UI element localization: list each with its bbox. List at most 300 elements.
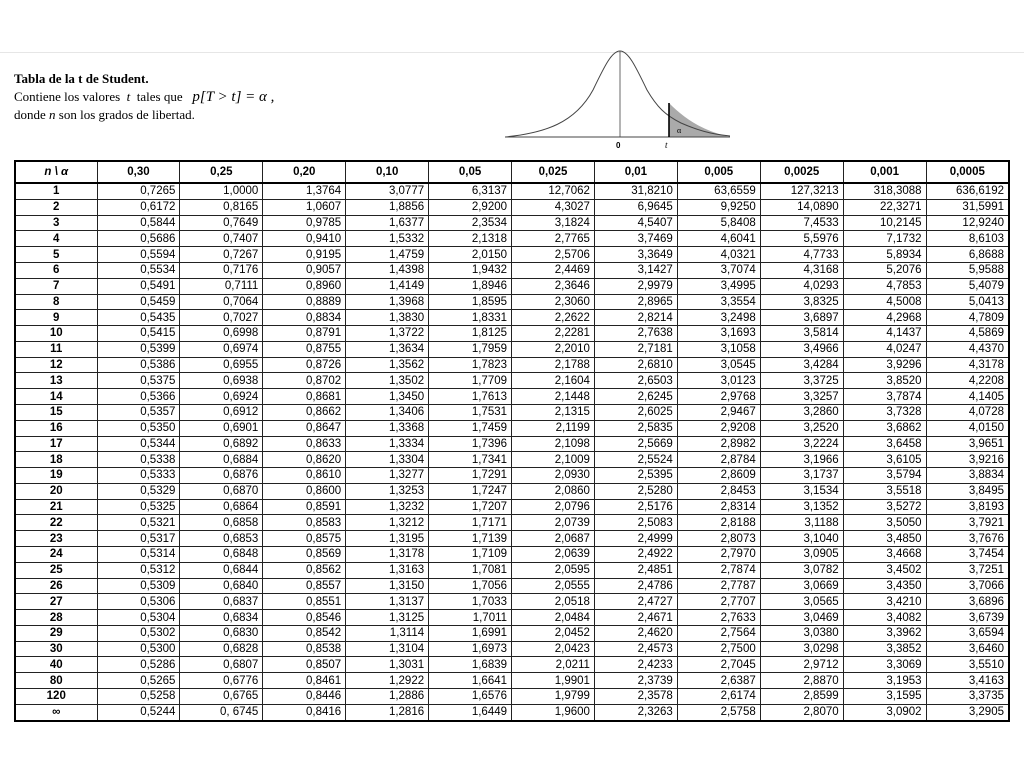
table-row — [15, 310, 1009, 326]
critical-value: 6,3137 — [429, 183, 512, 199]
critical-value: 0,5317 — [97, 531, 180, 547]
critical-value: 0,8633 — [263, 436, 346, 452]
critical-value: 1,6576 — [429, 689, 512, 705]
critical-value: 0,6892 — [180, 436, 263, 452]
critical-value: 4,0293 — [760, 278, 843, 294]
critical-value: 1,7207 — [429, 499, 512, 515]
critical-value: 2,1098 — [512, 436, 595, 452]
intro-line1-prefix: Contiene los valores — [14, 89, 121, 104]
critical-value: 3,8520 — [843, 373, 926, 389]
critical-value: 0,6864 — [180, 499, 263, 515]
critical-value: 0,5325 — [97, 499, 180, 515]
critical-value: 1,0000 — [180, 183, 263, 199]
critical-value: 0,8562 — [263, 562, 346, 578]
critical-value: 1,7531 — [429, 404, 512, 420]
critical-value: 2,6810 — [594, 357, 677, 373]
critical-value: 3,7921 — [926, 515, 1009, 531]
critical-value: 3,6862 — [843, 420, 926, 436]
critical-value: 3,2224 — [760, 436, 843, 452]
critical-value: 0,8416 — [263, 704, 346, 721]
critical-value: 4,0247 — [843, 341, 926, 357]
critical-value: 3,9216 — [926, 452, 1009, 468]
critical-value: 0,5415 — [97, 326, 180, 342]
degrees-of-freedom: 22 — [15, 515, 97, 531]
critical-value: 0,7649 — [180, 215, 263, 231]
critical-value: 0,6765 — [180, 689, 263, 705]
critical-value: 2,7787 — [677, 578, 760, 594]
critical-value: 2,9768 — [677, 389, 760, 405]
corner-header: n \ α — [15, 161, 97, 183]
critical-value: 3,0777 — [346, 183, 429, 199]
critical-value: 2,1788 — [512, 357, 595, 373]
critical-value: 3,6105 — [843, 452, 926, 468]
critical-value: 3,6897 — [760, 310, 843, 326]
critical-value: 0,8551 — [263, 594, 346, 610]
critical-value: 1,9432 — [429, 262, 512, 278]
degrees-of-freedom: 16 — [15, 420, 97, 436]
table-row — [15, 262, 1009, 278]
critical-value: 2,0452 — [512, 625, 595, 641]
intro-line-1 — [14, 88, 274, 106]
critical-value: 0,8461 — [263, 673, 346, 689]
critical-value: 0,8575 — [263, 531, 346, 547]
critical-value: 0,6858 — [180, 515, 263, 531]
critical-value: 0,5350 — [97, 420, 180, 436]
critical-value: 1,3178 — [346, 547, 429, 563]
critical-value: 3,3554 — [677, 294, 760, 310]
intro-text — [14, 70, 274, 124]
critical-value: 0,6955 — [180, 357, 263, 373]
critical-value: 1,6641 — [429, 673, 512, 689]
critical-value: 5,8934 — [843, 247, 926, 263]
critical-value: 2,0150 — [429, 247, 512, 263]
critical-value: 0,5459 — [97, 294, 180, 310]
critical-value: 0,6884 — [180, 452, 263, 468]
critical-value: 1,3150 — [346, 578, 429, 594]
critical-value: 1,7959 — [429, 341, 512, 357]
critical-value: 3,0545 — [677, 357, 760, 373]
critical-value: 0,6938 — [180, 373, 263, 389]
critical-value: 1,7823 — [429, 357, 512, 373]
critical-value: 2,1009 — [512, 452, 595, 468]
critical-value: 3,0902 — [843, 704, 926, 721]
table-row — [15, 326, 1009, 342]
critical-value: 2,0555 — [512, 578, 595, 594]
critical-value: 1,7139 — [429, 531, 512, 547]
degrees-of-freedom: 13 — [15, 373, 97, 389]
critical-value: 3,7874 — [843, 389, 926, 405]
table-row — [15, 562, 1009, 578]
critical-value: 1,3232 — [346, 499, 429, 515]
critical-value: 2,8188 — [677, 515, 760, 531]
critical-value: 2,7633 — [677, 610, 760, 626]
table-row — [15, 483, 1009, 499]
critical-value: 2,7500 — [677, 641, 760, 657]
critical-value: 1,3163 — [346, 562, 429, 578]
critical-value: 0,8620 — [263, 452, 346, 468]
critical-value: 0,5357 — [97, 404, 180, 420]
density-curve — [505, 51, 730, 137]
table-row — [15, 452, 1009, 468]
degrees-of-freedom: 3 — [15, 215, 97, 231]
critical-value: 0,7267 — [180, 247, 263, 263]
critical-value: 1,7247 — [429, 483, 512, 499]
critical-value: 0,5399 — [97, 341, 180, 357]
degrees-of-freedom: 27 — [15, 594, 97, 610]
degrees-of-freedom: 80 — [15, 673, 97, 689]
critical-value: 3,1427 — [594, 262, 677, 278]
critical-value: 0,6870 — [180, 483, 263, 499]
table-row — [15, 657, 1009, 673]
critical-value: 3,7066 — [926, 578, 1009, 594]
critical-value: 1,3368 — [346, 420, 429, 436]
critical-value: 1,3764 — [263, 183, 346, 199]
critical-value: 1,7291 — [429, 468, 512, 484]
critical-value: 1,3722 — [346, 326, 429, 342]
degrees-of-freedom: 30 — [15, 641, 97, 657]
critical-value: 3,1188 — [760, 515, 843, 531]
critical-value: 3,1595 — [843, 689, 926, 705]
critical-value: 0,5321 — [97, 515, 180, 531]
critical-value: 3,1693 — [677, 326, 760, 342]
critical-value: 0,9785 — [263, 215, 346, 231]
critical-value: 0,7064 — [180, 294, 263, 310]
degrees-of-freedom: 120 — [15, 689, 97, 705]
alpha-header: 0,30 — [97, 161, 180, 183]
critical-value: 2,7970 — [677, 547, 760, 563]
table-row — [15, 499, 1009, 515]
critical-value: 2,8070 — [760, 704, 843, 721]
critical-value: 1,7709 — [429, 373, 512, 389]
critical-value: 3,5814 — [760, 326, 843, 342]
table-row — [15, 404, 1009, 420]
critical-value: 2,0484 — [512, 610, 595, 626]
critical-value: 0,8662 — [263, 404, 346, 420]
critical-value: 0,8600 — [263, 483, 346, 499]
table-row — [15, 199, 1009, 215]
critical-value: 2,4671 — [594, 610, 677, 626]
degrees-of-freedom: 25 — [15, 562, 97, 578]
critical-value: 3,4163 — [926, 673, 1009, 689]
critical-value: 3,8325 — [760, 294, 843, 310]
critical-value: 2,7564 — [677, 625, 760, 641]
critical-value: 0,6924 — [180, 389, 263, 405]
critical-value: 0,8542 — [263, 625, 346, 641]
critical-value: 3,4284 — [760, 357, 843, 373]
critical-value: 0,7111 — [180, 278, 263, 294]
critical-value: 2,4786 — [594, 578, 677, 594]
degrees-of-freedom: 4 — [15, 231, 97, 247]
critical-value: 3,2905 — [926, 704, 1009, 721]
degrees-of-freedom: 2 — [15, 199, 97, 215]
critical-value: 4,1437 — [843, 326, 926, 342]
critical-value: 2,5835 — [594, 420, 677, 436]
critical-value: 14,0890 — [760, 199, 843, 215]
degrees-of-freedom: ∞ — [15, 704, 97, 721]
critical-value: 0,5844 — [97, 215, 180, 231]
critical-value: 2,5758 — [677, 704, 760, 721]
degrees-of-freedom: 7 — [15, 278, 97, 294]
critical-value: 1,7341 — [429, 452, 512, 468]
table-row — [15, 247, 1009, 263]
intro-line1-mid: tales que — [136, 89, 183, 104]
critical-value: 2,7045 — [677, 657, 760, 673]
critical-value: 1,6991 — [429, 625, 512, 641]
critical-value: 1,3125 — [346, 610, 429, 626]
critical-value: 0,7407 — [180, 231, 263, 247]
critical-value: 0,5375 — [97, 373, 180, 389]
critical-value: 0,8583 — [263, 515, 346, 531]
critical-value: 7,1732 — [843, 231, 926, 247]
critical-value: 2,1604 — [512, 373, 595, 389]
critical-value: 1,3277 — [346, 468, 429, 484]
critical-value: 2,3263 — [594, 704, 677, 721]
degrees-of-freedom: 11 — [15, 341, 97, 357]
critical-value: 3,6739 — [926, 610, 1009, 626]
critical-value: 3,0782 — [760, 562, 843, 578]
critical-value: 4,2968 — [843, 310, 926, 326]
alpha-header: 0,025 — [512, 161, 595, 183]
alpha-header: 0,001 — [843, 161, 926, 183]
critical-value: 3,2498 — [677, 310, 760, 326]
critical-value: 3,6594 — [926, 625, 1009, 641]
critical-value: 0,6828 — [180, 641, 263, 657]
critical-value: 2,4469 — [512, 262, 595, 278]
critical-value: 2,4922 — [594, 547, 677, 563]
degrees-of-freedom: 26 — [15, 578, 97, 594]
critical-value: 31,5991 — [926, 199, 1009, 215]
critical-value: 1,6377 — [346, 215, 429, 231]
degrees-of-freedom: 6 — [15, 262, 97, 278]
critical-value: 4,3168 — [760, 262, 843, 278]
critical-value: 2,0796 — [512, 499, 595, 515]
critical-value: 3,3257 — [760, 389, 843, 405]
critical-value: 3,1534 — [760, 483, 843, 499]
critical-value: 1,3406 — [346, 404, 429, 420]
critical-value: 0,5314 — [97, 547, 180, 563]
critical-value: 0,5594 — [97, 247, 180, 263]
critical-value: 0,6853 — [180, 531, 263, 547]
header-row — [15, 161, 1009, 183]
critical-value: 3,4966 — [760, 341, 843, 357]
critical-value: 12,7062 — [512, 183, 595, 199]
critical-value: 1,7056 — [429, 578, 512, 594]
critical-value: 1,7011 — [429, 610, 512, 626]
critical-value: 4,4370 — [926, 341, 1009, 357]
critical-value: 1,7081 — [429, 562, 512, 578]
critical-value: 3,1040 — [760, 531, 843, 547]
degrees-of-freedom: 5 — [15, 247, 97, 263]
table-row — [15, 594, 1009, 610]
critical-value: 3,7328 — [843, 404, 926, 420]
critical-value: 2,7181 — [594, 341, 677, 357]
critical-value: 1,4149 — [346, 278, 429, 294]
critical-value: 31,8210 — [594, 183, 677, 199]
critical-value: 1,2922 — [346, 673, 429, 689]
critical-value: 1,3450 — [346, 389, 429, 405]
critical-value: 0,5286 — [97, 657, 180, 673]
critical-value: 0,5338 — [97, 452, 180, 468]
critical-value: 2,2010 — [512, 341, 595, 357]
critical-value: 1,2816 — [346, 704, 429, 721]
critical-value: 4,0150 — [926, 420, 1009, 436]
critical-value: 22,3271 — [843, 199, 926, 215]
table-row — [15, 215, 1009, 231]
alpha-label: α — [677, 126, 682, 135]
critical-value: 3,5794 — [843, 468, 926, 484]
table-row — [15, 278, 1009, 294]
critical-value: 2,0930 — [512, 468, 595, 484]
critical-value: 2,5083 — [594, 515, 677, 531]
alpha-header: 0,0005 — [926, 161, 1009, 183]
critical-value: 3,0298 — [760, 641, 843, 657]
critical-value: 318,3088 — [843, 183, 926, 199]
critical-value: 2,7638 — [594, 326, 677, 342]
critical-value: 2,4620 — [594, 625, 677, 641]
critical-value: 1,5332 — [346, 231, 429, 247]
critical-value: 3,7469 — [594, 231, 677, 247]
critical-value: 0,8165 — [180, 199, 263, 215]
critical-value: 127,3213 — [760, 183, 843, 199]
critical-value: 3,2520 — [760, 420, 843, 436]
critical-value: 4,0728 — [926, 404, 1009, 420]
critical-value: 0,9057 — [263, 262, 346, 278]
critical-value: 1,7033 — [429, 594, 512, 610]
critical-value: 0,5534 — [97, 262, 180, 278]
critical-value: 2,8784 — [677, 452, 760, 468]
critical-value: 2,9979 — [594, 278, 677, 294]
critical-value: 0,5258 — [97, 689, 180, 705]
critical-value: 1,8595 — [429, 294, 512, 310]
critical-value: 4,7733 — [760, 247, 843, 263]
t-label: t — [665, 140, 668, 150]
critical-value: 2,8073 — [677, 531, 760, 547]
critical-value: 0,5329 — [97, 483, 180, 499]
critical-value: 1,4398 — [346, 262, 429, 278]
critical-value: 10,2145 — [843, 215, 926, 231]
critical-value: 0,8546 — [263, 610, 346, 626]
critical-value: 1,3502 — [346, 373, 429, 389]
critical-value: 2,8965 — [594, 294, 677, 310]
degrees-of-freedom: 17 — [15, 436, 97, 452]
critical-value: 4,7809 — [926, 310, 1009, 326]
critical-value: 3,4668 — [843, 547, 926, 563]
table-row — [15, 673, 1009, 689]
critical-value: 3,0123 — [677, 373, 760, 389]
critical-value: 3,9651 — [926, 436, 1009, 452]
critical-value: 3,8495 — [926, 483, 1009, 499]
critical-value: 3,4210 — [843, 594, 926, 610]
critical-value: 0,8538 — [263, 641, 346, 657]
critical-value: 2,5524 — [594, 452, 677, 468]
critical-value: 3,3962 — [843, 625, 926, 641]
critical-value: 2,4233 — [594, 657, 677, 673]
table-row — [15, 389, 1009, 405]
critical-value: 0,5435 — [97, 310, 180, 326]
critical-value: 2,0687 — [512, 531, 595, 547]
table-row — [15, 515, 1009, 531]
critical-value: 1,3137 — [346, 594, 429, 610]
degrees-of-freedom: 21 — [15, 499, 97, 515]
page-title: Tabla de la t de Student. — [14, 71, 149, 86]
critical-value: 3,5272 — [843, 499, 926, 515]
critical-value: 0,7265 — [97, 183, 180, 199]
critical-value: 2,5395 — [594, 468, 677, 484]
critical-value: 2,3646 — [512, 278, 595, 294]
critical-value: 1,3968 — [346, 294, 429, 310]
critical-value: 2,2622 — [512, 310, 595, 326]
critical-value: 1,9901 — [512, 673, 595, 689]
critical-value: 4,5869 — [926, 326, 1009, 342]
alpha-header: 0,01 — [594, 161, 677, 183]
critical-value: 3,5050 — [843, 515, 926, 531]
degrees-of-freedom: 24 — [15, 547, 97, 563]
critical-value: 3,0669 — [760, 578, 843, 594]
critical-value: 2,0739 — [512, 515, 595, 531]
critical-value: 4,6041 — [677, 231, 760, 247]
table-row — [15, 578, 1009, 594]
critical-value: 0,9410 — [263, 231, 346, 247]
degrees-of-freedom: 28 — [15, 610, 97, 626]
critical-value: 3,1824 — [512, 215, 595, 231]
critical-value: 4,5407 — [594, 215, 677, 231]
critical-value: 2,6387 — [677, 673, 760, 689]
critical-value: 1,3212 — [346, 515, 429, 531]
critical-value: 5,5976 — [760, 231, 843, 247]
critical-value: 0,5344 — [97, 436, 180, 452]
critical-value: 2,8453 — [677, 483, 760, 499]
critical-value: 4,7853 — [843, 278, 926, 294]
critical-value: 2,8982 — [677, 436, 760, 452]
critical-value: 9,9250 — [677, 199, 760, 215]
critical-value: 2,6503 — [594, 373, 677, 389]
critical-value: 3,7251 — [926, 562, 1009, 578]
critical-value: 0,8507 — [263, 657, 346, 673]
critical-value: 0,7027 — [180, 310, 263, 326]
critical-value: 5,0413 — [926, 294, 1009, 310]
critical-value: 1,3562 — [346, 357, 429, 373]
degrees-of-freedom: 20 — [15, 483, 97, 499]
critical-value: 2,9712 — [760, 657, 843, 673]
critical-value: 0,5302 — [97, 625, 180, 641]
critical-value: 3,0565 — [760, 594, 843, 610]
critical-value: 2,4727 — [594, 594, 677, 610]
critical-value: 3,0469 — [760, 610, 843, 626]
critical-value: 1,3104 — [346, 641, 429, 657]
critical-value: 0,8647 — [263, 420, 346, 436]
degrees-of-freedom: 29 — [15, 625, 97, 641]
critical-value: 3,4995 — [677, 278, 760, 294]
critical-value: 0,6974 — [180, 341, 263, 357]
table-row — [15, 373, 1009, 389]
table-row — [15, 231, 1009, 247]
critical-value: 0,8591 — [263, 499, 346, 515]
critical-value: 2,4999 — [594, 531, 677, 547]
critical-value: 2,7765 — [512, 231, 595, 247]
table-row — [15, 341, 1009, 357]
critical-value: 1,7396 — [429, 436, 512, 452]
critical-value: 3,7074 — [677, 262, 760, 278]
degrees-of-freedom: 12 — [15, 357, 97, 373]
critical-value: 4,0321 — [677, 247, 760, 263]
critical-value: 0,6837 — [180, 594, 263, 610]
critical-value: 3,8834 — [926, 468, 1009, 484]
degrees-of-freedom: 10 — [15, 326, 97, 342]
critical-value: 636,6192 — [926, 183, 1009, 199]
critical-value: 6,8688 — [926, 247, 1009, 263]
critical-value: 0,8726 — [263, 357, 346, 373]
critical-value: 6,9645 — [594, 199, 677, 215]
